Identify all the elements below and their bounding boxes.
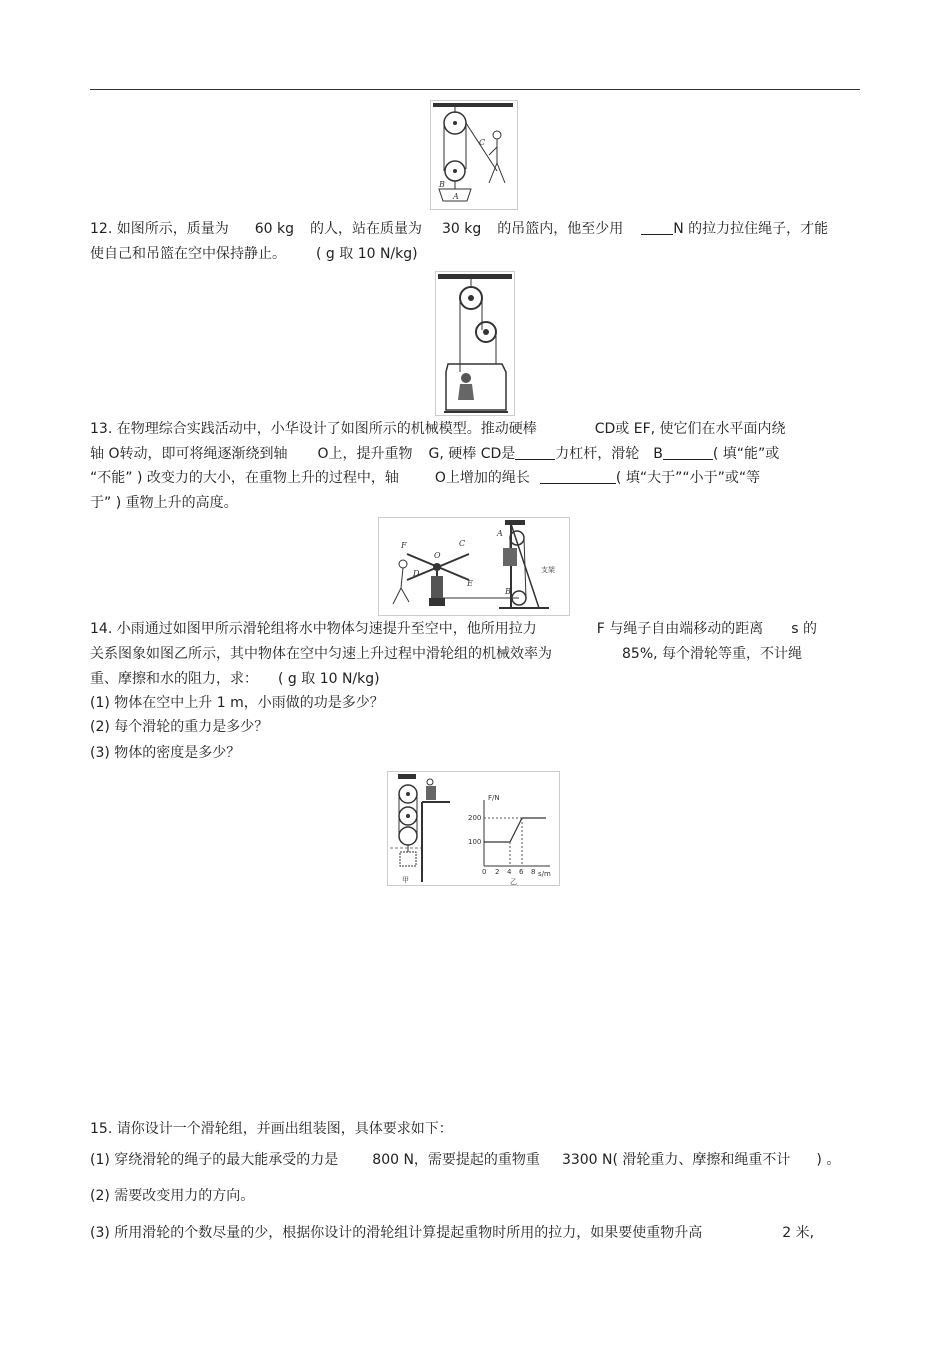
fig13-label-c: C bbox=[459, 539, 466, 548]
q12-line-1: 12. 如图所示，质量为 60 kg 的人，站在质量为 30 kg 的吊篮内，他至少用 N 的拉力拉住绳子，才能 bbox=[90, 221, 829, 237]
winch-model-figure bbox=[378, 517, 570, 616]
fig14-label-jia: 甲 bbox=[402, 876, 409, 884]
q12-blank[interactable] bbox=[641, 220, 673, 235]
fig13-label-e: E bbox=[467, 579, 473, 588]
fig14-x-tick-2: 2 bbox=[495, 868, 500, 876]
fig14-y-tick-200: 200 bbox=[468, 814, 482, 822]
fig12-label-b: B bbox=[439, 180, 445, 189]
fig13-label-a: A bbox=[497, 529, 503, 538]
fig14-y-axis: F/N bbox=[488, 794, 500, 802]
fig13-label-d: D bbox=[413, 569, 420, 578]
q14-line-2: 关系图象如图乙所示，其中物体在空中匀速上升过程中滑轮组的机械效率为 85%, 每个滑轮等重，不计绳 bbox=[90, 646, 803, 662]
q13-blank-lever[interactable] bbox=[515, 445, 555, 460]
header-rule bbox=[90, 89, 860, 90]
q15-req-2: (2) 需要改变用力的方向。 bbox=[90, 1188, 255, 1204]
pulley-basket-figure bbox=[435, 271, 515, 416]
fig14-x-tick-0: 0 bbox=[482, 868, 487, 876]
fig12-label-a: A bbox=[453, 192, 459, 201]
fig13-label-b: B bbox=[505, 587, 511, 596]
q15-line-1: 15. 请你设计一个滑轮组，并画出组装图，具体要求如下： bbox=[90, 1121, 453, 1137]
q13-blank-length[interactable] bbox=[540, 469, 616, 484]
q14-item-1: (1) 物体在空中上升 1 m，小雨做的功是多少？ bbox=[90, 695, 384, 711]
q14-line-3: 重、摩擦和水的阻力，求： ( g 取 10 N/kg) bbox=[90, 671, 380, 687]
q13-line-4: 于” ) 重物上升的高度。 bbox=[90, 495, 238, 511]
fig13-label-o: O bbox=[434, 551, 441, 560]
q14-line-1: 14. 小雨通过如图甲所示滑轮组将水中物体匀速提升至空中，他所用拉力 F 与绳子自由端移动的距离 s 的 bbox=[90, 621, 817, 637]
q15-req-3: (3) 所用滑轮的个数尽量的少，根据你设计的滑轮组计算提起重物时所用的拉力，如果要使重物升高 2 米, bbox=[90, 1225, 815, 1241]
q14-item-3: (3) 物体的密度是多少？ bbox=[90, 745, 241, 761]
q13-line-1: 13. 在物理综合实践活动中，小华设计了如图所示的机械模型。推动硬棒 CD或 EF, 使它们在水平面内绕 bbox=[90, 421, 786, 437]
fig14-x-tick-4: 4 bbox=[507, 868, 512, 876]
pulley-graph-figure bbox=[387, 771, 560, 886]
q13-line-3: “不能” ) 改变力的大小，在重物上升的过程中，轴 O上增加的绳长 ( 填“大于”“小于”或“等 bbox=[90, 470, 761, 486]
fig14-x-tick-8: 8 bbox=[531, 868, 536, 876]
q15-req-1: (1) 穿绕滑轮的绳子的最大能承受的力是 800 N，需要提起的重物重 3300 N( 滑轮重力、摩擦和绳重不计 ) 。 bbox=[90, 1152, 841, 1168]
q13-line-2: 轴 O转动，即可将绳逐渐绕到轴 O上，提升重物 G, 硬棒 CD是 力杠杆，滑轮 B ( 填“能”或 bbox=[90, 446, 780, 462]
q12-line-2: 使自己和吊篮在空中保持静止。 ( g 取 10 N/kg) bbox=[90, 246, 418, 262]
q13-blank-pulley[interactable] bbox=[663, 445, 713, 460]
fig14-x-axis: s/m bbox=[538, 870, 551, 878]
fig13-label-f: F bbox=[401, 541, 407, 550]
fig14-label-yi: 乙 bbox=[510, 878, 517, 885]
pulley-figure-q12 bbox=[430, 100, 518, 210]
fig14-y-tick-100: 100 bbox=[468, 838, 482, 846]
fig12-label-c: C bbox=[479, 138, 486, 147]
fig13-label-support: 支架 bbox=[541, 566, 555, 574]
q14-item-2: (2) 每个滑轮的重力是多少？ bbox=[90, 719, 269, 735]
fig14-x-tick-6: 6 bbox=[519, 868, 524, 876]
